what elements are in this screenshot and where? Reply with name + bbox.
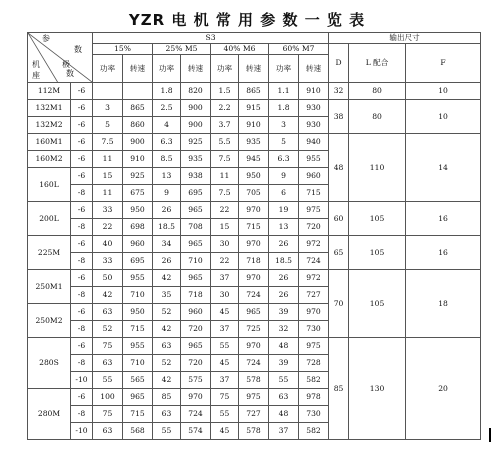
power-value-cell: 1.5 (211, 83, 239, 100)
speed-value-cell: 727 (239, 406, 269, 423)
speed-value-cell: 860 (123, 117, 153, 134)
speed-value-cell: 950 (123, 304, 153, 321)
pole-cell: -6 (71, 304, 93, 321)
power-value-cell: 13 (153, 168, 181, 185)
speed-value-cell: 925 (123, 168, 153, 185)
power-value-cell: 39 (269, 355, 299, 372)
speed-value-cell: 725 (239, 321, 269, 338)
dim-f-cell: 16 (406, 236, 481, 270)
corner-label-param: 参 (42, 34, 50, 43)
power-value-cell: 3 (269, 117, 299, 134)
power-value-cell: 26 (269, 236, 299, 253)
corner-label-pole-1: 极 (62, 60, 70, 69)
speed-value-cell: 950 (239, 168, 269, 185)
power-value-cell: 40 (93, 236, 123, 253)
speed-value-cell: 955 (123, 338, 153, 355)
power-value-cell: 15 (211, 219, 239, 236)
power-value-cell: 5.5 (211, 134, 239, 151)
table-row (28, 134, 481, 151)
dim-l-cell: 110 (349, 134, 406, 202)
table-row (28, 236, 481, 253)
power-value-cell: 55 (269, 372, 299, 389)
power-value-cell: 37 (269, 423, 299, 440)
speed-value-cell: 960 (299, 168, 329, 185)
speed-value-cell: 970 (239, 202, 269, 219)
model-cell: 132M2 (28, 117, 71, 134)
pole-cell: -6 (71, 100, 93, 117)
power-value-cell: 63 (153, 338, 181, 355)
power-value-cell: 48 (269, 338, 299, 355)
speed-value-cell: 698 (123, 219, 153, 236)
speed-value-cell: 715 (239, 219, 269, 236)
dim-l-header: L 配合 (349, 44, 406, 83)
model-cell: 280S (28, 338, 71, 389)
power-value-cell: 11 (93, 151, 123, 168)
speed-value-cell: 930 (299, 100, 329, 117)
power-value-cell: 6.3 (269, 151, 299, 168)
power-value-cell: 32 (269, 321, 299, 338)
dim-d-cell: 32 (329, 83, 349, 100)
speed-value-cell: 715 (299, 185, 329, 202)
speed-value-cell: 935 (181, 151, 211, 168)
power-value-cell: 45 (211, 304, 239, 321)
power-value-cell: 42 (93, 287, 123, 304)
power-value-cell: 52 (153, 304, 181, 321)
model-cell: 160L (28, 168, 71, 202)
dim-f-header: F (406, 44, 481, 83)
pole-cell: -6 (71, 117, 93, 134)
model-cell: 225M (28, 236, 71, 270)
speed-value-cell (123, 83, 153, 100)
speed-value-cell: 710 (123, 287, 153, 304)
speed-value-cell: 695 (181, 185, 211, 202)
dim-l-cell: 105 (349, 270, 406, 338)
power-value-cell: 50 (93, 270, 123, 287)
power-value-cell: 42 (153, 321, 181, 338)
table-row (28, 202, 481, 219)
power-value-cell: 45 (211, 423, 239, 440)
speed-value-cell: 715 (123, 321, 153, 338)
model-cell: 112M (28, 83, 71, 100)
pole-cell: -6 (71, 134, 93, 151)
power-value-cell: 18.5 (269, 253, 299, 270)
speed-value-cell: 715 (123, 406, 153, 423)
speed-value-cell: 718 (239, 253, 269, 270)
speed-value-cell: 727 (299, 287, 329, 304)
speed-value-cell: 972 (299, 236, 329, 253)
power-value-cell: 5 (93, 117, 123, 134)
power-value-cell: 7.5 (93, 134, 123, 151)
power-value-cell: 26 (153, 253, 181, 270)
dim-l-cell: 130 (349, 338, 406, 440)
power-value-cell: 1.1 (269, 83, 299, 100)
pole-cell: -8 (71, 253, 93, 270)
corner-header-cell (28, 33, 93, 83)
power-value-cell: 26 (269, 270, 299, 287)
speed-value-cell: 945 (239, 151, 269, 168)
power-value-cell: 63 (93, 423, 123, 440)
speed-value-cell: 955 (299, 151, 329, 168)
power-value-cell: 8.5 (153, 151, 181, 168)
power-value-cell: 63 (93, 304, 123, 321)
speed-header: 转速 (239, 55, 269, 83)
power-value-cell: 22 (211, 253, 239, 270)
speed-value-cell: 975 (299, 338, 329, 355)
speed-value-cell: 940 (299, 134, 329, 151)
speed-value-cell: 710 (181, 253, 211, 270)
power-value-cell: 39 (269, 304, 299, 321)
power-value-cell: 13 (269, 219, 299, 236)
speed-value-cell: 568 (123, 423, 153, 440)
speed-value-cell: 938 (181, 168, 211, 185)
dim-f-cell: 20 (406, 338, 481, 440)
power-value-cell: 3 (93, 100, 123, 117)
speed-value-cell: 965 (181, 236, 211, 253)
power-value-cell: 33 (93, 253, 123, 270)
level-header: 60% M7 (269, 44, 329, 55)
power-value-cell: 100 (93, 389, 123, 406)
speed-value-cell: 724 (239, 287, 269, 304)
power-value-cell: 5 (269, 134, 299, 151)
speed-value-cell: 582 (299, 372, 329, 389)
power-value-cell: 37 (211, 270, 239, 287)
power-value-cell: 52 (153, 355, 181, 372)
dim-f-cell: 14 (406, 134, 481, 202)
speed-value-cell: 820 (181, 83, 211, 100)
speed-value-cell: 718 (181, 287, 211, 304)
power-value-cell: 11 (93, 185, 123, 202)
power-value-cell: 75 (93, 338, 123, 355)
power-value-cell: 85 (153, 389, 181, 406)
power-value-cell: 35 (153, 287, 181, 304)
speed-value-cell: 710 (123, 355, 153, 372)
table-title: YZR 电 机 常 用 参 数 一 览 表 (128, 11, 366, 29)
speed-value-cell: 975 (239, 389, 269, 406)
dim-f-cell: 18 (406, 270, 481, 338)
level-header: 15% (93, 44, 153, 55)
dim-f-cell: 10 (406, 83, 481, 100)
speed-value-cell: 910 (239, 117, 269, 134)
power-value-cell: 55 (211, 406, 239, 423)
speed-value-cell: 900 (123, 134, 153, 151)
corner-label-seat-2: 座 (32, 71, 40, 80)
power-value-cell: 63 (153, 406, 181, 423)
speed-value-cell: 965 (239, 304, 269, 321)
speed-value-cell: 705 (239, 185, 269, 202)
speed-value-cell: 708 (181, 219, 211, 236)
speed-value-cell: 900 (181, 117, 211, 134)
speed-value-cell: 970 (239, 236, 269, 253)
dim-d-cell: 85 (329, 338, 349, 440)
power-value-cell: 75 (211, 389, 239, 406)
power-value-cell: 52 (93, 321, 123, 338)
speed-header: 转速 (181, 55, 211, 83)
speed-value-cell: 720 (299, 219, 329, 236)
corner-label-seat-1: 机 (32, 60, 40, 69)
speed-value-cell: 695 (123, 253, 153, 270)
pole-cell: -10 (71, 423, 93, 440)
edge-mark (489, 428, 491, 442)
power-value-cell (93, 83, 123, 100)
corner-label-pole-2: 数 (66, 69, 74, 78)
motor-parameter-table (27, 32, 481, 440)
power-value-cell: 55 (211, 338, 239, 355)
power-value-cell: 9 (153, 185, 181, 202)
power-value-cell: 9 (269, 168, 299, 185)
pole-cell: -6 (71, 202, 93, 219)
speed-header: 转速 (123, 55, 153, 83)
model-cell: 250M2 (28, 304, 71, 338)
speed-value-cell: 970 (299, 304, 329, 321)
power-value-cell: 30 (211, 287, 239, 304)
power-value-cell: 1.8 (269, 100, 299, 117)
power-value-cell: 19 (269, 202, 299, 219)
duty-header: S3 (93, 33, 329, 44)
table-row (28, 270, 481, 287)
power-value-cell: 42 (153, 372, 181, 389)
power-value-cell: 22 (211, 202, 239, 219)
model-cell: 200L (28, 202, 71, 236)
pole-cell: -8 (71, 287, 93, 304)
speed-value-cell: 730 (299, 321, 329, 338)
speed-value-cell: 970 (239, 338, 269, 355)
table-row (28, 83, 481, 100)
dim-l-cell: 105 (349, 202, 406, 236)
speed-value-cell: 960 (181, 304, 211, 321)
pole-cell: -6 (71, 338, 93, 355)
power-header: 功率 (211, 55, 239, 83)
power-value-cell: 42 (153, 270, 181, 287)
power-value-cell: 33 (93, 202, 123, 219)
corner-label-count: 数 (74, 45, 82, 54)
power-value-cell: 30 (211, 236, 239, 253)
pole-cell: -6 (71, 83, 93, 100)
dim-d-cell: 38 (329, 100, 349, 134)
speed-value-cell: 675 (123, 185, 153, 202)
power-value-cell: 34 (153, 236, 181, 253)
speed-value-cell: 730 (299, 406, 329, 423)
speed-value-cell: 925 (181, 134, 211, 151)
speed-value-cell: 724 (299, 253, 329, 270)
speed-value-cell: 975 (299, 202, 329, 219)
speed-value-cell: 724 (181, 406, 211, 423)
table-row (28, 338, 481, 355)
dim-d-header: D (329, 44, 349, 83)
speed-value-cell: 972 (299, 270, 329, 287)
power-value-cell: 6.3 (153, 134, 181, 151)
speed-value-cell: 965 (123, 389, 153, 406)
pole-cell: -6 (71, 236, 93, 253)
pole-cell: -6 (71, 151, 93, 168)
speed-value-cell: 582 (299, 423, 329, 440)
dim-f-cell: 16 (406, 202, 481, 236)
dim-l-cell: 105 (349, 236, 406, 270)
power-value-cell: 63 (269, 389, 299, 406)
speed-value-cell: 910 (299, 83, 329, 100)
pole-cell: -8 (71, 219, 93, 236)
speed-value-cell: 728 (299, 355, 329, 372)
power-value-cell: 26 (269, 287, 299, 304)
model-cell: 132M1 (28, 100, 71, 117)
speed-value-cell: 935 (239, 134, 269, 151)
dims-header: 输出尺寸 (329, 33, 481, 44)
power-value-cell: 7.5 (211, 151, 239, 168)
dim-d-cell: 70 (329, 270, 349, 338)
power-value-cell: 6 (269, 185, 299, 202)
pole-cell: -8 (71, 185, 93, 202)
speed-value-cell: 915 (239, 100, 269, 117)
dim-l-cell: 80 (349, 100, 406, 134)
speed-header: 转速 (299, 55, 329, 83)
speed-value-cell: 720 (181, 321, 211, 338)
table-row (28, 100, 481, 117)
speed-value-cell: 965 (181, 202, 211, 219)
power-value-cell: 11 (211, 168, 239, 185)
power-header: 功率 (269, 55, 299, 83)
speed-value-cell: 955 (123, 270, 153, 287)
power-value-cell: 26 (153, 202, 181, 219)
dim-d-cell: 65 (329, 236, 349, 270)
speed-value-cell: 724 (239, 355, 269, 372)
power-value-cell: 75 (93, 406, 123, 423)
speed-value-cell: 565 (123, 372, 153, 389)
speed-value-cell: 578 (239, 372, 269, 389)
power-value-cell: 2.2 (211, 100, 239, 117)
model-cell: 160M2 (28, 151, 71, 168)
pole-cell: -8 (71, 321, 93, 338)
power-value-cell: 3.7 (211, 117, 239, 134)
dim-f-cell: 10 (406, 100, 481, 134)
speed-value-cell: 865 (123, 100, 153, 117)
pole-cell: -10 (71, 372, 93, 389)
power-header: 功率 (153, 55, 181, 83)
power-value-cell: 63 (93, 355, 123, 372)
speed-value-cell: 575 (181, 372, 211, 389)
pole-cell: -6 (71, 389, 93, 406)
power-value-cell: 48 (269, 406, 299, 423)
speed-value-cell: 965 (181, 338, 211, 355)
pole-cell: -8 (71, 355, 93, 372)
dim-d-cell: 60 (329, 202, 349, 236)
speed-value-cell: 930 (299, 117, 329, 134)
power-value-cell: 55 (153, 423, 181, 440)
speed-value-cell: 720 (181, 355, 211, 372)
pole-cell: -6 (71, 270, 93, 287)
model-cell: 160M1 (28, 134, 71, 151)
speed-value-cell: 578 (239, 423, 269, 440)
speed-value-cell: 960 (123, 236, 153, 253)
power-value-cell: 22 (93, 219, 123, 236)
dim-l-cell: 80 (349, 83, 406, 100)
speed-value-cell: 950 (123, 202, 153, 219)
level-header: 25% M5 (153, 44, 211, 55)
power-header: 功率 (93, 55, 123, 83)
power-value-cell: 15 (93, 168, 123, 185)
speed-value-cell: 970 (181, 389, 211, 406)
pole-cell: -8 (71, 406, 93, 423)
power-value-cell: 2.5 (153, 100, 181, 117)
speed-value-cell: 978 (299, 389, 329, 406)
speed-value-cell: 970 (239, 270, 269, 287)
level-header: 40% M6 (211, 44, 269, 55)
power-value-cell: 7.5 (211, 185, 239, 202)
power-value-cell: 55 (93, 372, 123, 389)
power-value-cell: 45 (211, 355, 239, 372)
power-value-cell: 1.8 (153, 83, 181, 100)
model-cell: 250M1 (28, 270, 71, 304)
power-value-cell: 37 (211, 372, 239, 389)
speed-value-cell: 910 (123, 151, 153, 168)
pole-cell: -6 (71, 168, 93, 185)
speed-value-cell: 574 (181, 423, 211, 440)
power-value-cell: 4 (153, 117, 181, 134)
dim-d-cell: 48 (329, 134, 349, 202)
model-cell: 280M (28, 389, 71, 440)
power-value-cell: 18.5 (153, 219, 181, 236)
speed-value-cell: 900 (181, 100, 211, 117)
speed-value-cell: 865 (239, 83, 269, 100)
power-value-cell: 37 (211, 321, 239, 338)
speed-value-cell: 965 (181, 270, 211, 287)
